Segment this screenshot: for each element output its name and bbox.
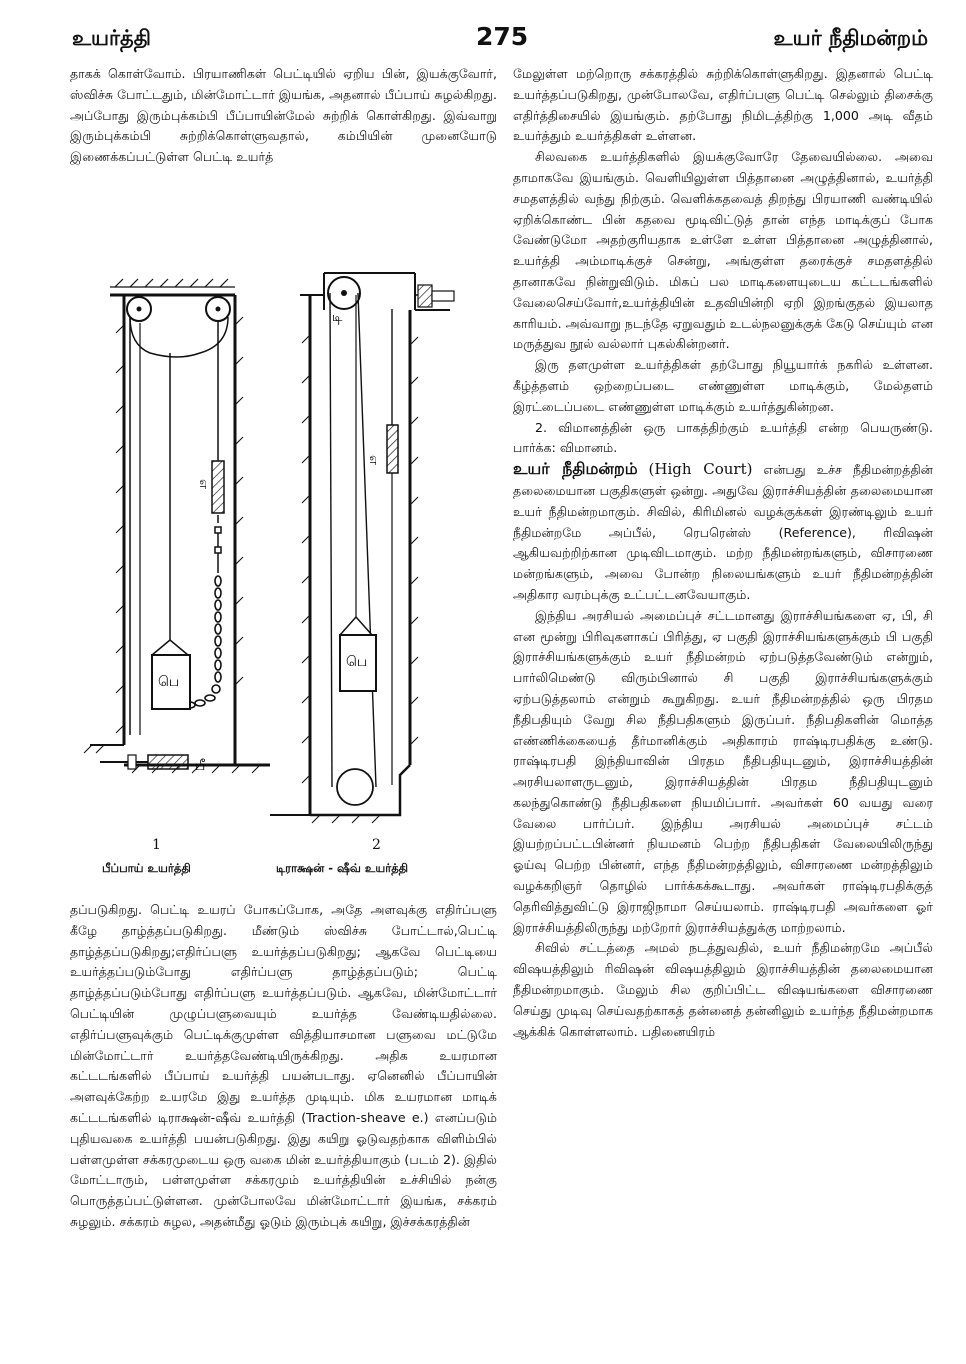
paragraph: மேலுள்ள மற்றொரு சக்கரத்தில் சுற்றிக்கொள்ளுகிறது. இதனால் பெட்டி உயர்த்தப்படுகிறது, முன்போலவே, எதிர்ப்பளு பெட்டி செல்லும் திசைக்கு எதிர்த்திசையில் இயங்கும். தற்போது நிமிடத்திற்கு 1,000 அடி வீதம் உயர்த்தும் உயர்த்திகள் உள்ளன. (513, 66, 933, 144)
running-head-left: உயர்த்தி (72, 26, 151, 50)
figure-2-traction-elevator (270, 273, 454, 823)
entry-text: என்பது உச்ச நீதிமன்றத்தின் தலைமையான பகுதிகளுள் ஒன்று. அதுவே இராச்சியத்தின் தலைமையான உயர் நீதிமன்றமாகும். சிவில், கிரிமினல் வழக்குக்கள் இரண்டிலும் உயர் நீதிமன்றமே அப்பீல், ரெபரென்ஸ் (Reference), ரிவிஷன் ஆகியவற்றிற்கான முடிவிடமாகும். மற்ற நீதிமன்றங்களும், விசாரணை மன்றங்களும், அவை போன்ற நிலையங்களும் உயர் நீதிமன்றத்தின் அதிகார வரம்புக்கு உட்பட்டனவேயாகும். (513, 462, 933, 602)
paragraph: தப்படுகிறது. பெட்டி உயரப் போகப்போக, அதே அளவுக்கு எதிர்ப்பளு கீழே தாழ்த்தப்படுகிறது. மீண்டும் ஸ்விச்சு போட்டால்,பெட்டி தாழ்த்தப்படுகிறது;எதிர்ப்பளு உயர்த்தப்படுகிறது; ஆகவே பெட்டியை உயர்த்தப்படும்போது எதிர்ப்பளு தாழ்த்தப்படும்; பெட்டி தாழ்த்தப்படும்போது எதிர்ப்பளு உயர்த்தப்படும். ஆகவே, மின்மோட்டார் பெட்டியின் முழுப்பளுவையும் உயர்த்த வேண்டியதில்லை. எதிர்ப்பளுவுக்கும் பெட்டிக்குமுள்ள வித்தியாசமான பளுவை மட்டுமே மின்மோட்டார் உயர்த்தவேண்டியிருக்கிறது. அதிக உயரமான கட்டடங்களில் பீப்பாய் உயர்த்தி பயன்படாது. ஏனெனில் பீப்பாயின் அளவுக்கேற்ற உயரமே இது உயர்த்த முடியும். மிக உயரமான மாடிக் கட்டடங்களில் டிராக்ஷன்-ஷீவ் உயர்த்தி (Traction-sheave e.) எனப்படும் புதியவகை உயர்த்தி பயன்படுகிறது. இது கயிறு ஓடுவதற்காக விளிம்பில் பள்ளமுள்ள சக்கரமுடைய ஒரு வகை மின் உயர்த்தியாகும் (படம் 2). இதில் மோட்டாரும், பள்ளமுள்ள சக்கரமும் உயர்த்தியின் உச்சியில் நன்கு பொருத்தப்பட்டுள்ளன. முன்போலவே மின்மோட்டார் இயங்க, சக்கரம் சுழலும். சக்கரம் சுழல, அதன்மீது ஓடும் இரும்புக் கயிறு, இச்சக்கரத்தின் (70, 902, 497, 1229)
page-header (0, 22, 966, 58)
paragraph: தாகக் கொள்வோம். பிரயாணிகள் பெட்டியில் ஏறிய பின், இயக்குவோர், ஸ்விச்சு போட்டதும், மின்மோட்டார் இயங்க, அதனால் பீப்பாய் சுழல்கிறது. அப்போது இரும்புக்கம்பி பீப்பாயின்மேல் சுற்றிக் கொள்கிறது. இவ்வாறு இரும்புக்கம்பி சுற்றிக்கொள்ளுவதால், கம்பியின் முனையோடு இணைக்கப்பட்டுள்ள பெட்டி உயர்த் (70, 66, 497, 165)
entry-english: (High Court) (648, 460, 753, 479)
elevator-figure (70, 265, 510, 895)
label-e2: எ (366, 455, 381, 466)
label-machine: டி (332, 310, 343, 325)
paragraph: 2. விமானத்தின் ஒரு பாகத்திற்கும் உயர்த்தி என்ற பெயருண்டு. பார்க்க: விமானம். (513, 419, 933, 456)
label-car-2: பெ (346, 654, 368, 670)
running-head-right: உயர் நீதிமன்றம் (773, 26, 928, 50)
label-drum: பீ (195, 758, 206, 774)
figure-1-number: 1 (152, 837, 161, 853)
left-column-bottom (70, 900, 497, 1233)
elevator-diagrams (70, 265, 510, 895)
label-e1: எ (196, 479, 211, 490)
paragraph: இந்திய அரசியல் அமைப்புச் சட்டமானது இராச்சியங்களை ஏ, பி, சி என மூன்று பிரிவுகளாகப் பிரித்து, ஏ பகுதி இராச்சியங்களுக்கும் பி பகுதி இராச்சியங்களுக்கும் உயர் நீதிமன்றம் ஏற்படுத்தவேண்டும் என்றும், பார்லிமெண்டு விரும்பினால் சி பகுதி இராச்சியங்களுக்கும் ஏற்படுத்தலாம் என்றும் கூறுகிறது. உயர் நீதிமன்றத்தில் ஒரு பிரதம நீதிபதியும் வேறு சில நீதிபதிகளும் இருப்பர். நீதிபதிகளின் மொத்த எண்ணிக்கையைத் தீர்மானிக்கும் அதிகாரம் ராஷ்டிரபதிக்கு உண்டு. ராஷ்டிரபதி இந்தியாவின் பிரதம நீதிபதியுடனும், இராச்சியத்தின் அரசியலாளருடனும், இராச்சியத்தின் பிரதம நீதிபதியுடனும் கலந்துகொண்டு நீதிபதிகளை நியமிப்பார். அவர்கள் 60 வயது வரை வேலை பார்ப்பர். இந்திய அரசியல் அமைப்புச் சட்டம் இயற்றப்பட்டபின்னர் நியமனம் பெற்ற நீதிபதிகள் வேலையிலிருந்து ஓய்வு பெற்ற பின்னர், எந்த நீதிமன்றத்திலும், விசாரணை மன்றத்திலும் வழக்கறிஞர் தொழில் பார்க்கக்கூடாது. அவர்கள் ராஷ்டிரபதிக்குத் தெரிவித்துவிட்டு இராஜிநாமா செய்யலாம். ராஷ்டிரபதி அவர்களை ஓர் இராச்சியத்திலிருந்து மற்றோர் இராச்சியத்துக்கு மாற்றலாம். (513, 607, 933, 935)
entry-paragraph (513, 459, 933, 606)
figure-2-caption: டிராக்ஷன் - ஷீவ் உயர்த்தி (276, 861, 409, 875)
figure-1-drum-elevator (84, 279, 270, 773)
right-column (513, 64, 933, 1042)
paragraph: சிலவகை உயர்த்திகளில் இயக்குவோரே தேவையில்லை. அவை தாமாகவே இயங்கும். வெளியிலுள்ள பித்தானை அழுத்தினால், உயர்த்தி சமதளத்தில் வந்து நிற்கும். வெளிக்கதவைத் திறந்து பிரயாணி வண்டியில் ஏறிக்கொண்ட பின் கதவை மூடிவிட்டுத் தான் எந்த மாடிக்குப் போக வேண்டுமோ அதற்குரியதாக உள்ளே உள்ள பித்தானை அழுத்தினால், உயர்த்தி அம்மாடிக்குச் சென்று, அங்குள்ள தரைக்குச் சமதளத்தில் தானாகவே நின்றுவிடும். மிகப் பல மாடிகளையுடைய கட்டடங்களில் வேலைசெய்வோர்,உயர்த்தியின் உதவியின்றி ஏறி இறங்குதல் இயலாத காரியம். அவ்வாறு நடந்தே ஏறுவதும் உடல்நலனுக்குக் கேடு செய்யும் என மருத்துவ நூல் வல்லார் புகல்கின்றனர். (513, 149, 933, 352)
paragraph: சிவில் சட்டத்தை அமல் நடத்துவதில், உயர் நீதிமன்றமே அப்பீல் விஷயத்திலும் ரிவிஷன் விஷயத்திலும் இராச்சியத்தின் தலைமையான நீதிமன்றமாகும். மேலும் சில குறிப்பிட்ட விஷயங்களை விசாரணை செய்து முடிவு செய்வதற்காகத் தன்னைத் தன்னிலும் உயர்ந்த நீதிமன்றமாக ஆக்கிக் கொள்ளலாம். பதினையிரம் (513, 940, 933, 1039)
label-car-1: பெ (158, 674, 180, 690)
left-column-top (70, 64, 497, 168)
figure-2-number: 2 (372, 837, 381, 853)
figure-1-caption: பீப்பாய் உயர்த்தி (102, 861, 191, 875)
entry-headword: உயர் நீதிமன்றம் (513, 459, 638, 479)
page-number: 275 (476, 22, 529, 51)
paragraph: இரு தளமுள்ள உயர்த்திகள் தற்போது நியூயார்க் நகரில் உள்ளன. கீழ்த்தளம் ஒற்றைப்படை எண்ணுள்ள மாடிக்கும், மேல்தளம் இரட்டைப்படை எண்ணுள்ள மாடிக்கும் உயர்த்துகின்றன. (513, 357, 933, 414)
